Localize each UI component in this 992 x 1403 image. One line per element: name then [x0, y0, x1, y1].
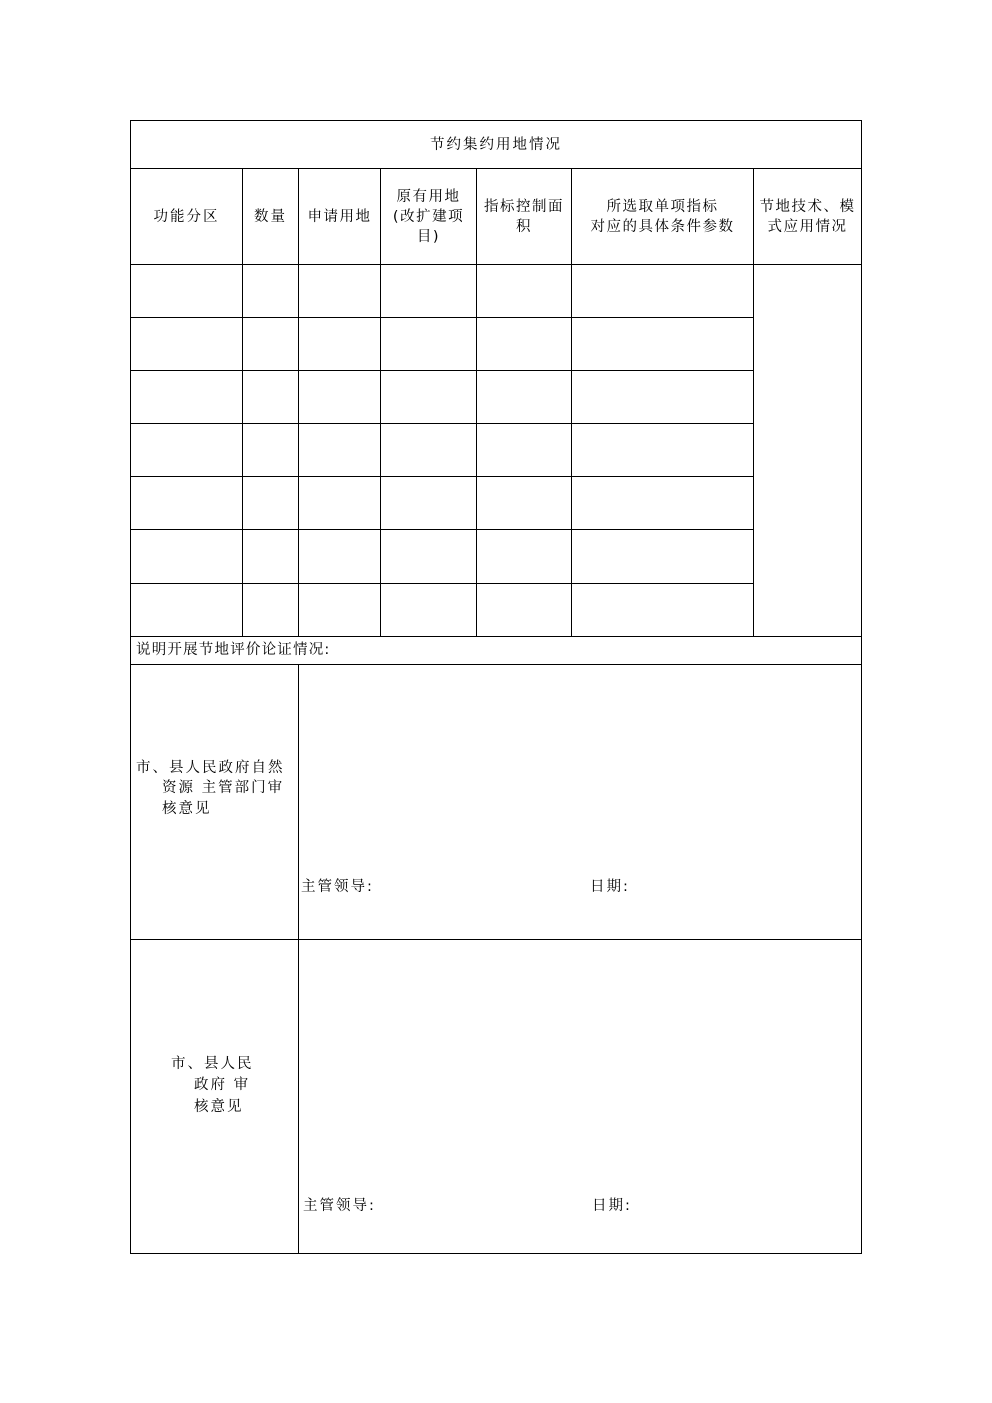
table-cell[interactable] — [477, 477, 571, 529]
evaluation-label: 说明开展节地评价论证情况: — [136, 642, 331, 658]
table-cell[interactable] — [131, 318, 242, 370]
review1-label-line2: 资源 主管部门审 — [162, 780, 285, 796]
header-original — [381, 169, 476, 264]
table-cell[interactable] — [477, 371, 571, 423]
table-cell[interactable] — [299, 477, 380, 529]
table-bottom-border — [130, 1253, 862, 1254]
table-cell[interactable] — [243, 530, 298, 583]
review2-label-line2: 政府 审 — [194, 1077, 251, 1093]
review1-opinion-area[interactable] — [299, 665, 861, 865]
review1-leader-label: 主管领导: — [301, 879, 374, 895]
table-cell[interactable] — [381, 477, 476, 529]
review2-opinion-area[interactable] — [299, 940, 861, 1185]
table-cell[interactable] — [131, 584, 242, 635]
table-cell[interactable] — [299, 318, 380, 370]
table-cell[interactable] — [381, 424, 476, 476]
review1-date-label: 日期: — [590, 879, 630, 895]
table-cell[interactable] — [381, 318, 476, 370]
header-zone — [131, 169, 242, 264]
table-cell[interactable] — [299, 530, 380, 583]
header-technology-line2: 式应用情况 — [767, 218, 848, 235]
header-original-line2: (改扩建项 — [392, 208, 465, 225]
table-cell[interactable] — [572, 477, 752, 529]
table-cell[interactable] — [131, 530, 242, 583]
review2-label-line1: 市、县人民 — [171, 1056, 254, 1072]
review2-leader-label: 主管领导: — [303, 1198, 376, 1214]
header-technology-line1: 节地技术、模 — [759, 198, 856, 215]
table-cell[interactable] — [572, 584, 752, 635]
header-technology — [754, 169, 861, 264]
table-cell[interactable] — [477, 530, 571, 583]
header-qty-text: 数量 — [254, 208, 287, 225]
header-parameters-line2: 对应的具体条件参数 — [590, 218, 735, 235]
table-cell[interactable] — [381, 530, 476, 583]
table-cell[interactable] — [131, 371, 242, 423]
form-title-text: 节约集约用地情况 — [430, 136, 562, 153]
header-zone-text: 功能分区 — [153, 208, 220, 225]
table-right-border — [861, 120, 862, 1253]
table-cell[interactable] — [243, 424, 298, 476]
header-control-area — [477, 169, 571, 264]
table-cell[interactable] — [299, 584, 380, 635]
header-control-line2: 积 — [516, 218, 532, 235]
table-cell[interactable] — [477, 584, 571, 635]
table-cell[interactable] — [299, 424, 380, 476]
table-cell[interactable] — [477, 265, 571, 317]
table-cell[interactable] — [131, 477, 242, 529]
table-cell[interactable] — [572, 265, 752, 317]
form-title — [131, 121, 861, 168]
review2-date-label: 日期: — [592, 1198, 632, 1214]
header-qty — [243, 169, 298, 264]
header-apply-text: 申请用地 — [307, 208, 372, 225]
table-cell[interactable] — [243, 318, 298, 370]
table-cell[interactable] — [299, 371, 380, 423]
table-cell[interactable] — [299, 265, 380, 317]
table-cell[interactable] — [131, 265, 242, 317]
table-cell[interactable] — [243, 371, 298, 423]
header-parameters — [572, 169, 753, 264]
table-cell[interactable] — [381, 371, 476, 423]
table-cell[interactable] — [131, 424, 242, 476]
header-original-line1: 原有用地 — [396, 188, 461, 205]
table-cell[interactable] — [572, 371, 752, 423]
table-cell[interactable] — [243, 477, 298, 529]
table-cell[interactable] — [243, 265, 298, 317]
table-cell[interactable] — [477, 424, 571, 476]
technology-entry-cell[interactable] — [754, 265, 861, 636]
header-original-line3: 目) — [416, 228, 441, 245]
review2-label-line3: 核意见 — [194, 1099, 244, 1115]
review1-label-line1: 市、县人民政府自然 — [136, 760, 285, 776]
table-cell[interactable] — [572, 424, 752, 476]
header-apply — [299, 169, 380, 264]
header-control-line1: 指标控制面 — [484, 198, 564, 215]
review1-label-line3: 核意见 — [162, 801, 212, 817]
table-cell[interactable] — [572, 530, 752, 583]
table-cell[interactable] — [243, 584, 298, 635]
table-cell[interactable] — [381, 265, 476, 317]
table-cell[interactable] — [477, 318, 571, 370]
table-cell[interactable] — [381, 584, 476, 635]
table-cell[interactable] — [572, 318, 752, 370]
header-parameters-line1: 所选取单项指标 — [606, 198, 719, 215]
evaluation-entry[interactable] — [131, 637, 861, 664]
